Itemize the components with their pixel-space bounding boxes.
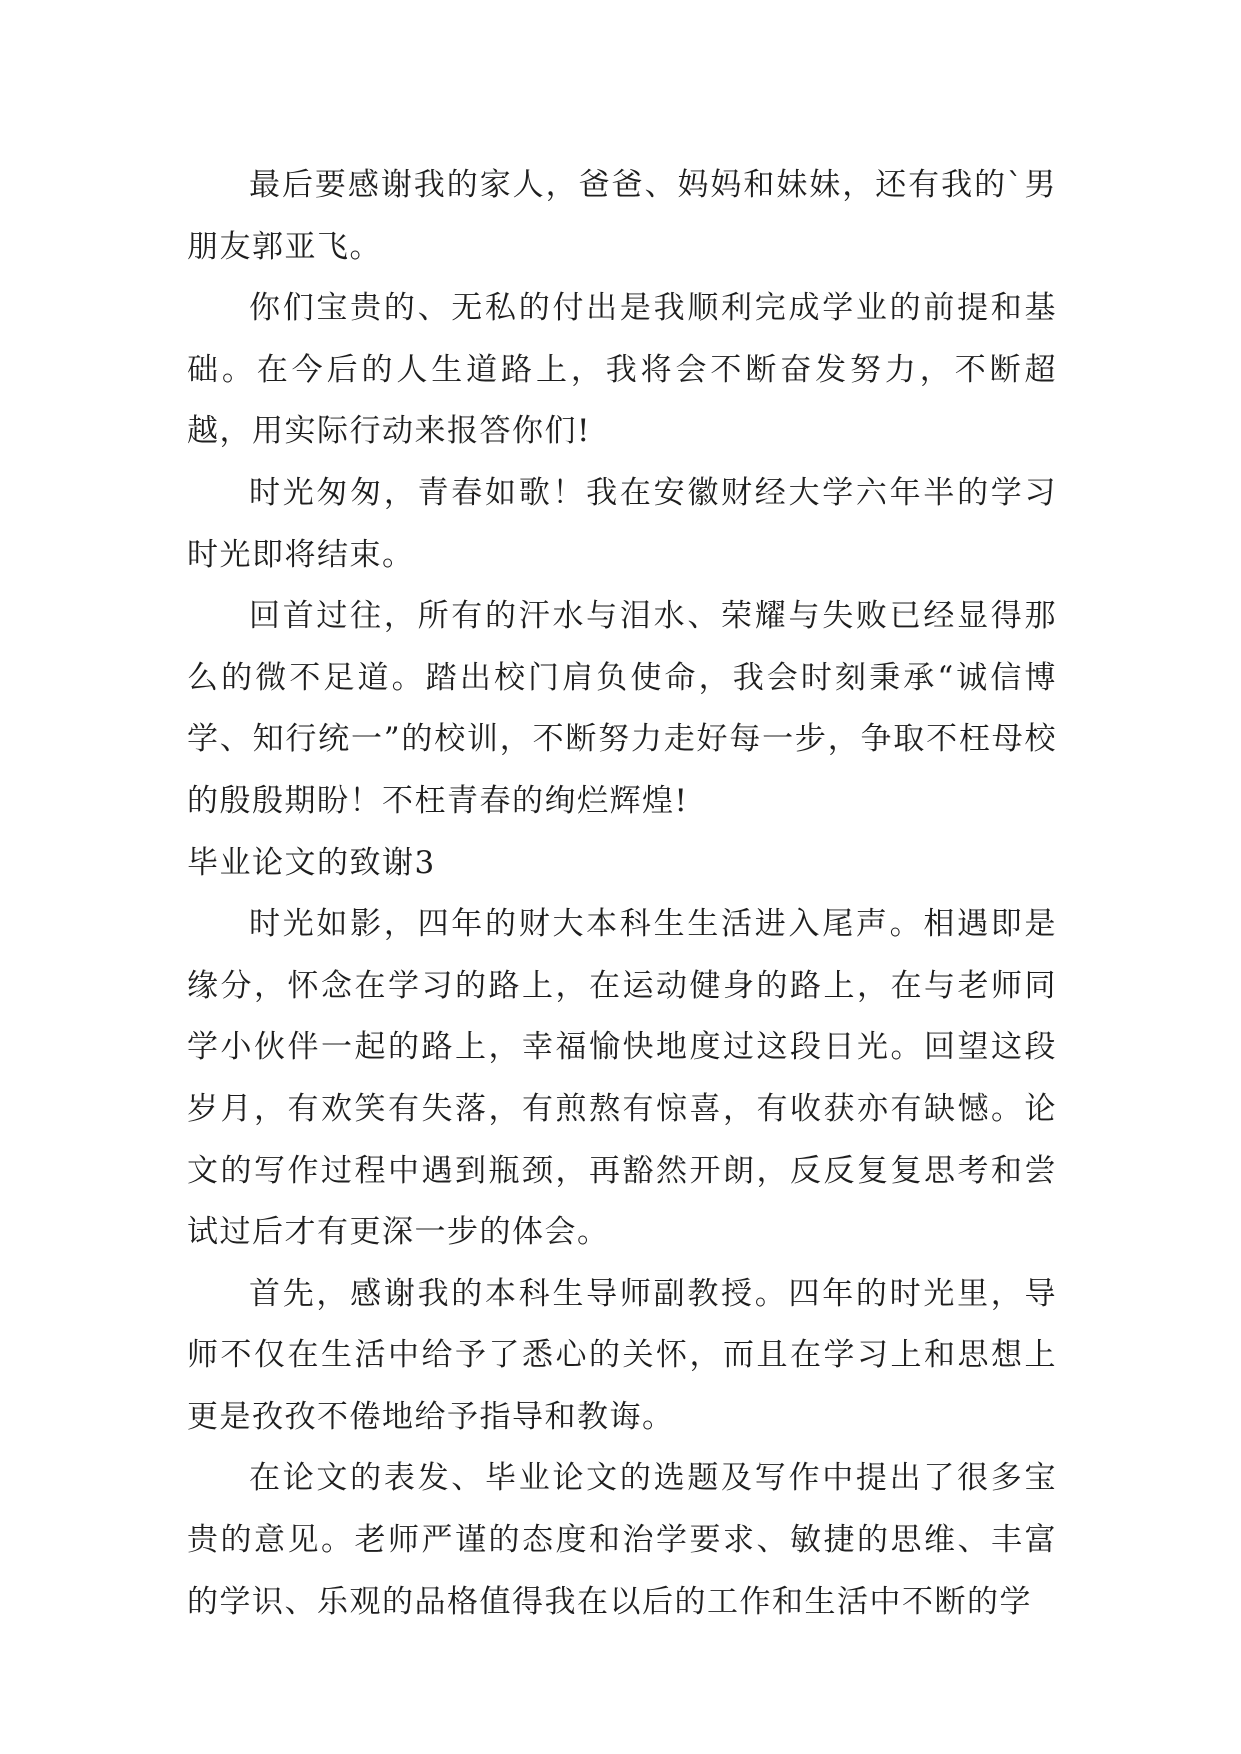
- paragraph-family-thanks: 最后要感谢我的家人，爸爸、妈妈和妹妹，还有我的`男朋友郭亚飞。: [187, 167, 1057, 265]
- paragraph-family-support: 你们宝贵的、无私的付出是我顺利完成学业的前提和基础。在今后的人生道路上，我将会不断奋发努力，不断超越，用实际行动来报答你们!: [187, 290, 1057, 450]
- document-body: [187, 155, 1057, 1633]
- paragraph-thesis-guidance: 在论文的表发、毕业论文的选题及写作中提出了很多宝贵的意见。老师严谨的态度和治学要求、敏捷的思维、丰富的学识、乐观的品格值得我在以后的工作和生活中不断的学: [187, 1460, 1057, 1620]
- paragraph-looking-back: 回首过往，所有的汗水与泪水、荣耀与失败已经显得那么的微不足道。踏出校门肩负使命，我会时刻秉承“诚信博学、知行统一”的校训，不断努力走好每一步，争取不枉母校的殷殷期盼！不枉青春的绚烂辉煌!: [187, 598, 1057, 819]
- paragraph-time-passing: 时光匆匆，青春如歌！我在安徽财经大学六年半的学习时光即将结束。: [187, 474, 1057, 573]
- section-heading: 毕业论文的致谢3: [187, 844, 436, 881]
- paragraph-advisor-thanks: 首先，感谢我的本科生导师副教授。四年的时光里，导师不仅在生活中给予了悉心的关怀，而且在学习上和思想上更是孜孜不倦地给予指导和教诲。: [187, 1275, 1057, 1435]
- paragraph-undergrad-life: 时光如影，四年的财大本科生生活进入尾声。相遇即是缘分，怀念在学习的路上，在运动健身的路上，在与老师同学小伙伴一起的路上，幸福愉快地度过这段日光。回望这段岁月，有欢笑有失落，有煎熬有惊喜，有收获亦有缺憾。论文的写作过程中遇到瓶颈，再豁然开朗，反反复复思考和尝试过后才有更深一步的体会。: [187, 906, 1057, 1251]
